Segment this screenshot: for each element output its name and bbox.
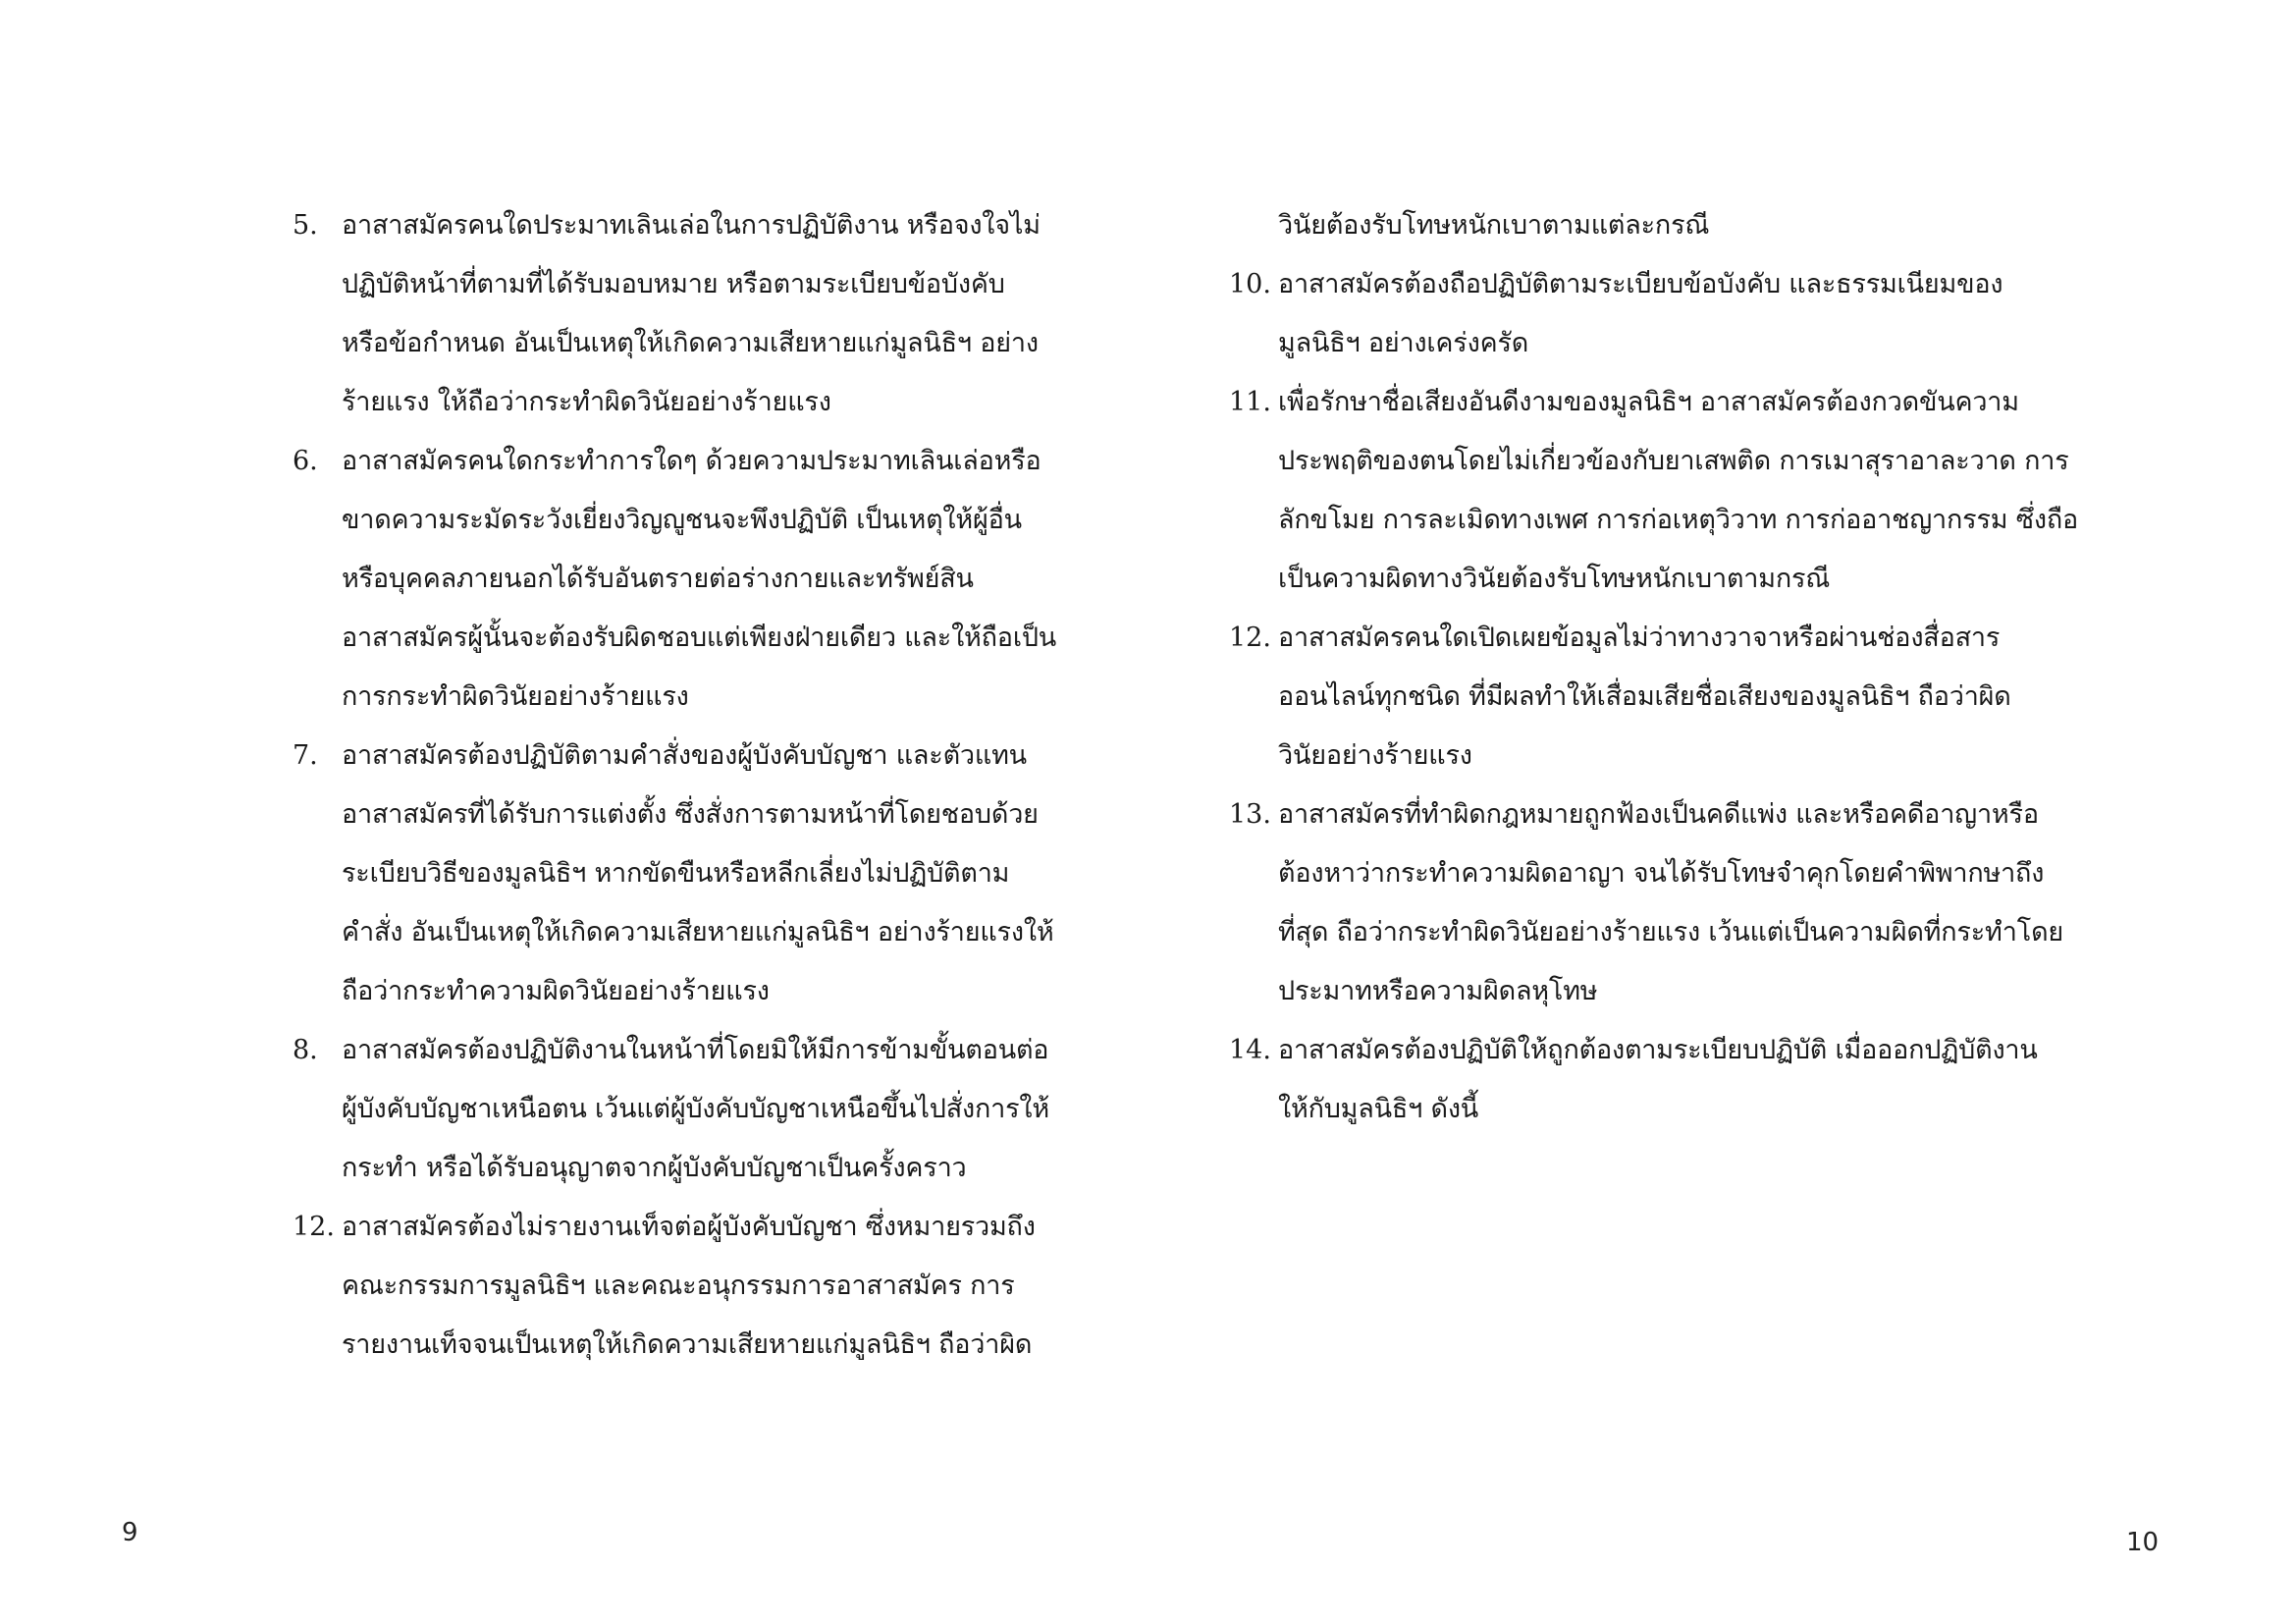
- rule-line: ระเบียบวิธีของมูลนิธิฯ หากขัดขืนหรือหลีกเลี่ยงไม่ปฏิบัติตาม: [342, 858, 1010, 889]
- rule-item: [1229, 785, 2112, 1021]
- rule-line: อาสาสมัครคนใดเปิดเผยข้อมูลไม่ว่าทางวาจาหรือผ่านช่องสื่อสาร: [1278, 623, 2001, 653]
- rule-line: หรือข้อกำหนด อันเป็นเหตุให้เกิดความเสียหายแก่มูลนิธิฯ อย่าง: [342, 328, 1039, 358]
- rule-text: [342, 432, 1107, 727]
- rule-line: มูลนิธิฯ อย่างเคร่งครัด: [1278, 328, 1529, 358]
- rule-line: อาสาสมัครต้องปฏิบัติให้ถูกต้องตามระเบียบปฏิบัติ เมื่อออกปฏิบัติงาน: [1278, 1035, 2038, 1065]
- rule-line: ประมาทหรือความผิดลหุโทษ: [1278, 976, 1598, 1006]
- rule-text: [342, 196, 1107, 432]
- rule-number: 7.: [293, 740, 318, 771]
- rule-number: 8.: [293, 1035, 318, 1065]
- rule-line: อาสาสมัครต้องไม่รายงานเท็จต่อผู้บังคับบัญชา ซึ่งหมายรวมถึง: [342, 1212, 1036, 1242]
- rule-line: อาสาสมัครที่ทำผิดกฎหมายถูกฟ้องเป็นคดีแพ่ง และหรือคดีอาญาหรือ: [1278, 799, 2039, 830]
- rule-number: 5.: [293, 210, 318, 241]
- page-number-left: 9: [122, 1518, 138, 1547]
- rule-line: วินัยอย่างร้ายแรง: [1278, 740, 1472, 771]
- rule-item: [293, 727, 1107, 1021]
- rule-number: 14.: [1229, 1035, 1271, 1065]
- rule-line: เป็นความผิดทางวินัยต้องรับโทษหนักเบาตามกรณี: [1278, 564, 1831, 594]
- rule-item: [293, 432, 1107, 727]
- rule-number: 11.: [1229, 387, 1271, 417]
- rule-item: [1229, 373, 2112, 609]
- right-page-rules-list: [1229, 196, 2112, 1139]
- rule-number: 12.: [1229, 623, 1271, 653]
- rule-item: [293, 1021, 1107, 1198]
- rule-text: [1278, 785, 2112, 1021]
- rule-number: 13.: [1229, 799, 1271, 830]
- rule-line: ประพฤติของตนโดยไม่เกี่ยวข้องกับยาเสพติด การเมาสุราอาละวาด การ: [1278, 446, 2069, 476]
- rule-text: [1278, 255, 2112, 373]
- continuation-line: วินัยต้องรับโทษหนักเบาตามแต่ละกรณี: [1278, 210, 1710, 241]
- rule-line: การกระทำผิดวินัยอย่างร้ายแรง: [342, 681, 689, 712]
- rule-text: [342, 1021, 1107, 1198]
- rule-number: 12.: [293, 1212, 335, 1242]
- rule-line: ที่สุด ถือว่ากระทำผิดวินัยอย่างร้ายแรง เว้นแต่เป็นความผิดที่กระทำโดย: [1278, 917, 2064, 947]
- rule-line: ถือว่ากระทำความผิดวินัยอย่างร้ายแรง: [342, 976, 770, 1006]
- rule-line: ผู้บังคับบัญชาเหนือตน เว้นแต่ผู้บังคับบัญชาเหนือขึ้นไปสั่งการให้: [342, 1094, 1049, 1124]
- rule-line: ต้องหาว่ากระทำความผิดอาญา จนได้รับโทษจำคุกโดยคำพิพากษาถึง: [1278, 858, 2045, 889]
- rule-line: อาสาสมัครคนใดประมาทเลินเล่อในการปฏิบัติงาน หรือจงใจไม่: [342, 210, 1041, 241]
- rule-line: เพื่อรักษาชื่อเสียงอันดีงามของมูลนิธิฯ อาสาสมัครต้องกวดขันความ: [1278, 387, 2019, 417]
- left-page-rules-list: [293, 196, 1107, 1375]
- rule-line: ร้ายแรง ให้ถือว่ากระทำผิดวินัยอย่างร้ายแรง: [342, 387, 831, 417]
- rule-line: อาสาสมัครคนใดกระทำการใดๆ ด้วยความประมาทเลินเล่อหรือ: [342, 446, 1041, 476]
- rule-line: อาสาสมัครต้องปฏิบัติงานในหน้าที่โดยมิให้มีการข้ามขั้นตอนต่อ: [342, 1035, 1049, 1065]
- rule-line: อาสาสมัครต้องปฏิบัติตามคำสั่งของผู้บังคับบัญชา และตัวแทน: [342, 740, 1027, 771]
- rule-number: 10.: [1229, 269, 1271, 299]
- rule-item: [1229, 1021, 2112, 1139]
- rule-number: 6.: [293, 446, 318, 476]
- rule-line: หรือบุคคลภายนอกได้รับอันตรายต่อร่างกายและทรัพย์สิน: [342, 564, 974, 594]
- rule-item: [293, 196, 1107, 432]
- rule-text: [1278, 609, 2112, 785]
- rule-line: อาสาสมัครต้องถือปฏิบัติตามระเบียบข้อบังคับ และธรรมเนียมของ: [1278, 269, 2003, 299]
- rule-item: [1229, 255, 2112, 373]
- rule-line: ขาดความระมัดระวังเยี่ยงวิญญูชนจะพึงปฏิบัติ เป็นเหตุให้ผู้อื่น: [342, 505, 1022, 535]
- rule-text: [1278, 1021, 2112, 1139]
- rule-line: อาสาสมัครผู้นั้นจะต้องรับผิดชอบแต่เพียงฝ่ายเดียว และให้ถือเป็น: [342, 623, 1057, 653]
- rule-line: ให้กับมูลนิธิฯ ดังนี้: [1278, 1094, 1479, 1124]
- rule-item: [1229, 609, 2112, 785]
- rule-item: [293, 1198, 1107, 1375]
- rule-text: [1278, 373, 2112, 609]
- rule-line: รายงานเท็จจนเป็นเหตุให้เกิดความเสียหายแก่มูลนิธิฯ ถือว่าผิด: [342, 1329, 1033, 1360]
- rule-line: ลักขโมย การละเมิดทางเพศ การก่อเหตุวิวาท การก่ออาชญากรรม ซึ่งถือ: [1278, 505, 2079, 535]
- rule-text: [342, 727, 1107, 1021]
- rule-line: คณะกรรมการมูลนิธิฯ และคณะอนุกรรมการอาสาสมัคร การ: [342, 1271, 1015, 1301]
- page-number-right: 10: [2126, 1528, 2160, 1557]
- rule-line: คำสั่ง อันเป็นเหตุให้เกิดความเสียหายแก่มูลนิธิฯ อย่างร้ายแรงให้: [342, 917, 1054, 947]
- rule-line: กระทำ หรือได้รับอนุญาตจากผู้บังคับบัญชาเป็นครั้งคราว: [342, 1153, 967, 1183]
- rule-line: อาสาสมัครที่ได้รับการแต่งตั้ง ซึ่งสั่งการตามหน้าที่โดยชอบด้วย: [342, 799, 1039, 830]
- rule-line: ปฏิบัติหน้าที่ตามที่ได้รับมอบหมาย หรือตามระเบียบข้อบังคับ: [342, 269, 1005, 299]
- rule-line: ออนไลน์ทุกชนิด ที่มีผลทำให้เสื่อมเสียชื่อเสียงของมูลนิธิฯ ถือว่าผิด: [1278, 681, 2011, 712]
- rule-text: [342, 1198, 1107, 1375]
